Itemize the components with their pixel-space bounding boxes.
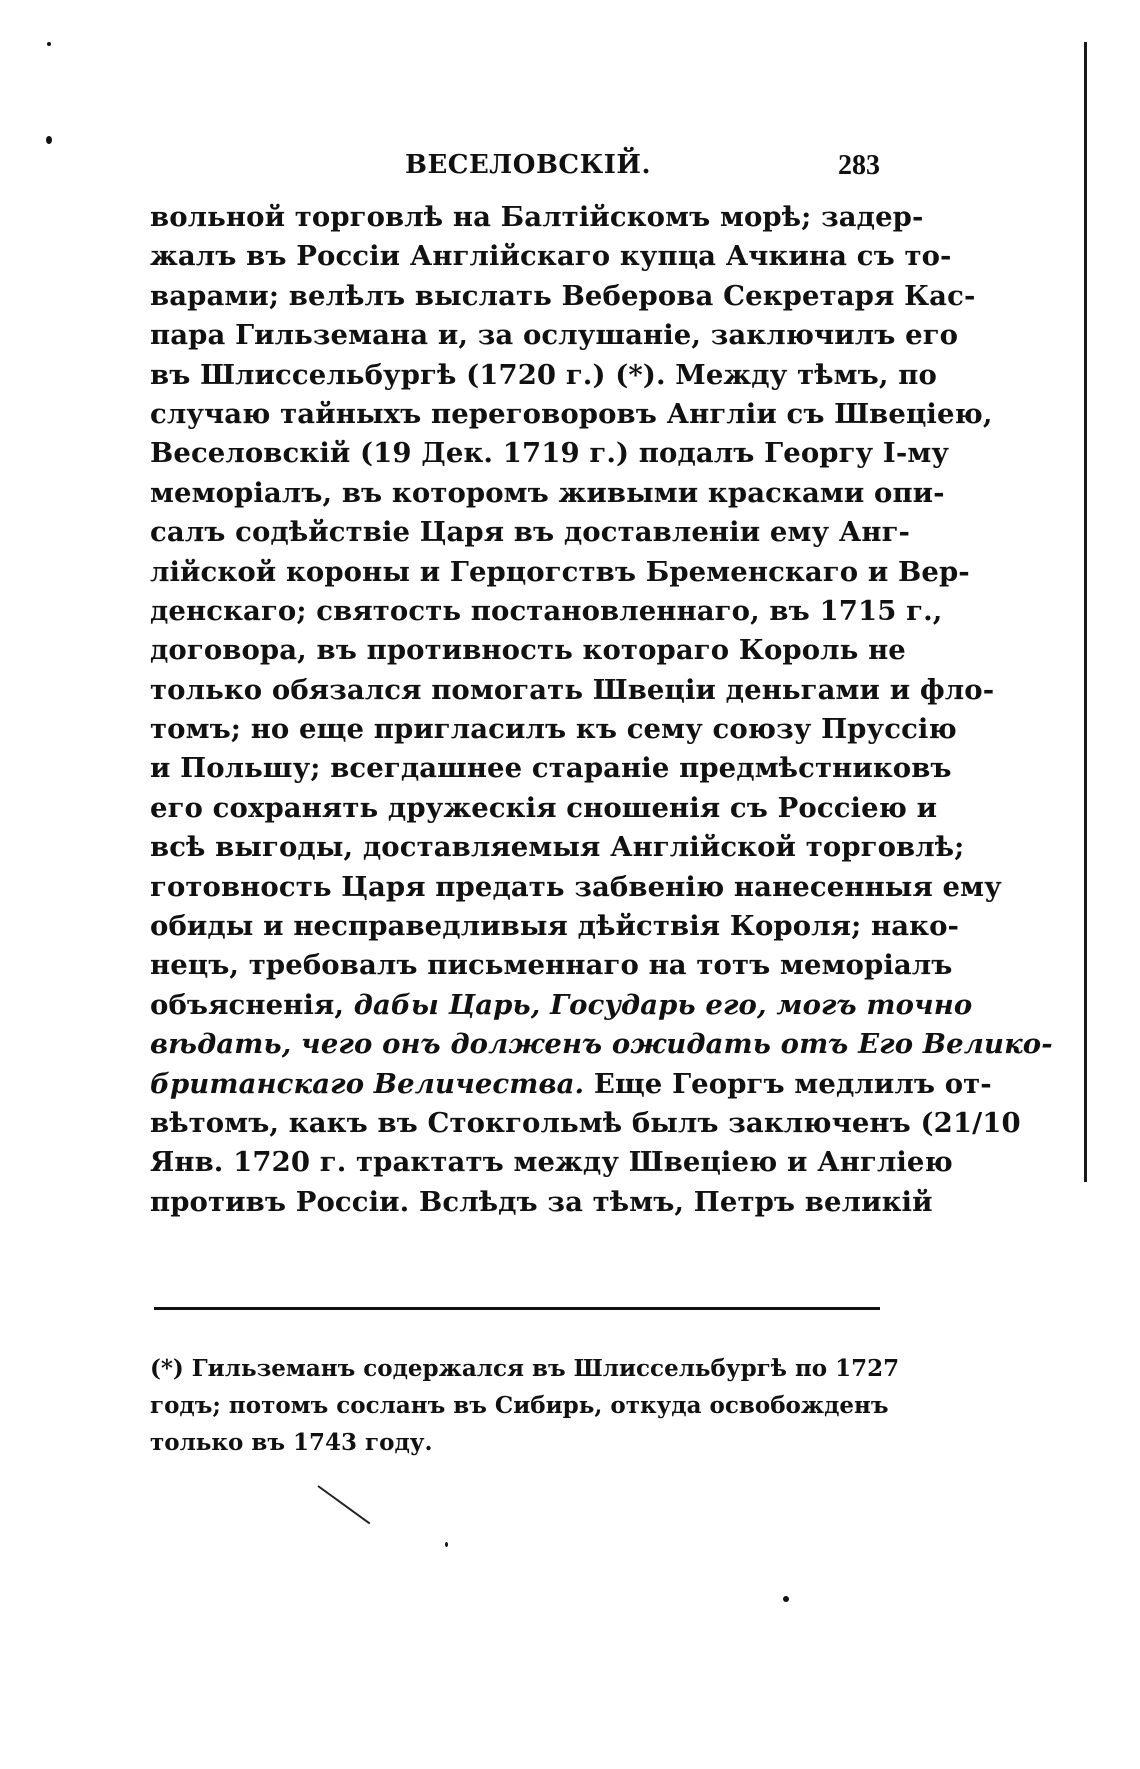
text-span: всѣ выгоды, доставляемыя Англійской торговлѣ; [150, 831, 965, 864]
text-line [150, 356, 937, 395]
scan-speck [46, 136, 52, 144]
text-line [150, 828, 965, 867]
text-span: пара Гильземана и, за ослушаніе, заключилъ его [150, 319, 959, 352]
footnote-rule [154, 1307, 880, 1310]
text-line [150, 1104, 1021, 1143]
text-line [150, 474, 945, 513]
text-span: денскаго; святость постановленнаго, въ 1715 г., [150, 594, 943, 627]
text-span: объясненія, [150, 988, 354, 1021]
text-line [150, 1025, 1053, 1064]
footnote-line: только въ 1743 году. [150, 1429, 433, 1456]
text-span: вольной торговлѣ на Балтійскомъ морѣ; задер- [150, 201, 924, 233]
text-span: вѣтомъ, какъ въ Стокгольмѣ былъ заключенъ (21/10 [150, 1106, 1021, 1139]
text-line [150, 986, 973, 1025]
text-line [150, 868, 1002, 907]
text-line [150, 631, 906, 670]
pencil-mark [317, 1485, 370, 1524]
text-line [150, 907, 960, 946]
text-span: его сохранять дружескія сношенія съ Россіею и [150, 791, 938, 824]
footnote-line: (*) Гильземанъ содержался въ Шлиссельбургѣ по 1727 [150, 1355, 900, 1382]
text-line [150, 277, 976, 316]
text-span: случаю тайныхъ переговоровъ Англіи съ Швеціею, [150, 397, 993, 430]
text-line [150, 710, 957, 749]
text-span: только обязался помогать Швеціи деньгами и фло- [150, 673, 995, 706]
text-line [150, 237, 952, 276]
text-span: Янв. 1720 г. трактатъ между Швеціею и Англіею [150, 1146, 953, 1179]
text-span: Еще Георгъ медлилъ от- [584, 1067, 992, 1100]
text-line [150, 513, 911, 552]
text-line [150, 671, 995, 710]
text-line [150, 592, 943, 631]
page-header [150, 150, 880, 190]
italic-span: дабы Царь, Государь его, могъ точно [353, 988, 973, 1021]
text-line [150, 946, 953, 985]
text-line [150, 1143, 953, 1182]
footnote [150, 1350, 900, 1461]
footnote-line: годъ; потомъ сосланъ въ Сибирь, откуда освобожденъ [150, 1392, 889, 1419]
page-number: 283 [838, 150, 880, 181]
page-edge-line [1084, 42, 1087, 1182]
text-line [150, 1065, 992, 1104]
text-line [150, 395, 993, 434]
text-span: жалъ въ Россіи Англійскаго купца Ачкина съ то- [150, 240, 952, 273]
text-span: салъ содѣйствіе Царя въ доставленіи ему Анг- [150, 516, 911, 549]
scan-speck [445, 1542, 448, 1547]
main-text [150, 198, 1053, 1222]
running-head: ВЕСЕЛОВСКІЙ. [405, 150, 652, 180]
italic-span: британскаго Величества. [150, 1067, 585, 1100]
text-line [150, 789, 938, 828]
text-line [150, 749, 952, 788]
text-line [150, 553, 970, 592]
text-line [150, 1183, 933, 1222]
text-span: обиды и несправедливыя дѣйствія Короля; нако- [150, 910, 960, 943]
text-span: меморіалъ, въ которомъ живыми красками опи- [150, 476, 945, 509]
text-span: договора, въ противность котораго Король не [150, 634, 906, 667]
text-span: Веселовскій (19 Дек. 1719 г.) подалъ Георгу I-му [150, 437, 950, 470]
italic-span: вѣдать, чего онъ долженъ ожидать отъ Его Велико- [150, 1028, 1053, 1061]
scan-speck [783, 1596, 789, 1602]
text-span: и Польшу; всегдашнее стараніе предмѣстниковъ [150, 752, 952, 785]
text-span: противъ Россіи. Вслѣдъ за тѣмъ, Петръ великій [150, 1185, 933, 1218]
text-span: готовность Царя предать забвенію нанесенныя ему [150, 870, 1002, 903]
text-span: нецъ, требовалъ письменнаго на тотъ меморіалъ [150, 949, 953, 982]
text-span: въ Шлиссельбургѣ (1720 г.) (*). Между тѣмъ, по [150, 358, 937, 391]
scan-speck [47, 42, 51, 46]
text-span: варами; велѣлъ выслать Веберова Секретаря Кас- [150, 279, 976, 312]
text-line [150, 434, 950, 473]
text-span: лійской короны и Герцогствъ Бременскаго и Вер- [150, 555, 970, 588]
text-line [150, 316, 959, 355]
text-line [150, 198, 924, 237]
text-span: томъ; но еще пригласилъ къ сему союзу Пруссію [150, 713, 957, 746]
